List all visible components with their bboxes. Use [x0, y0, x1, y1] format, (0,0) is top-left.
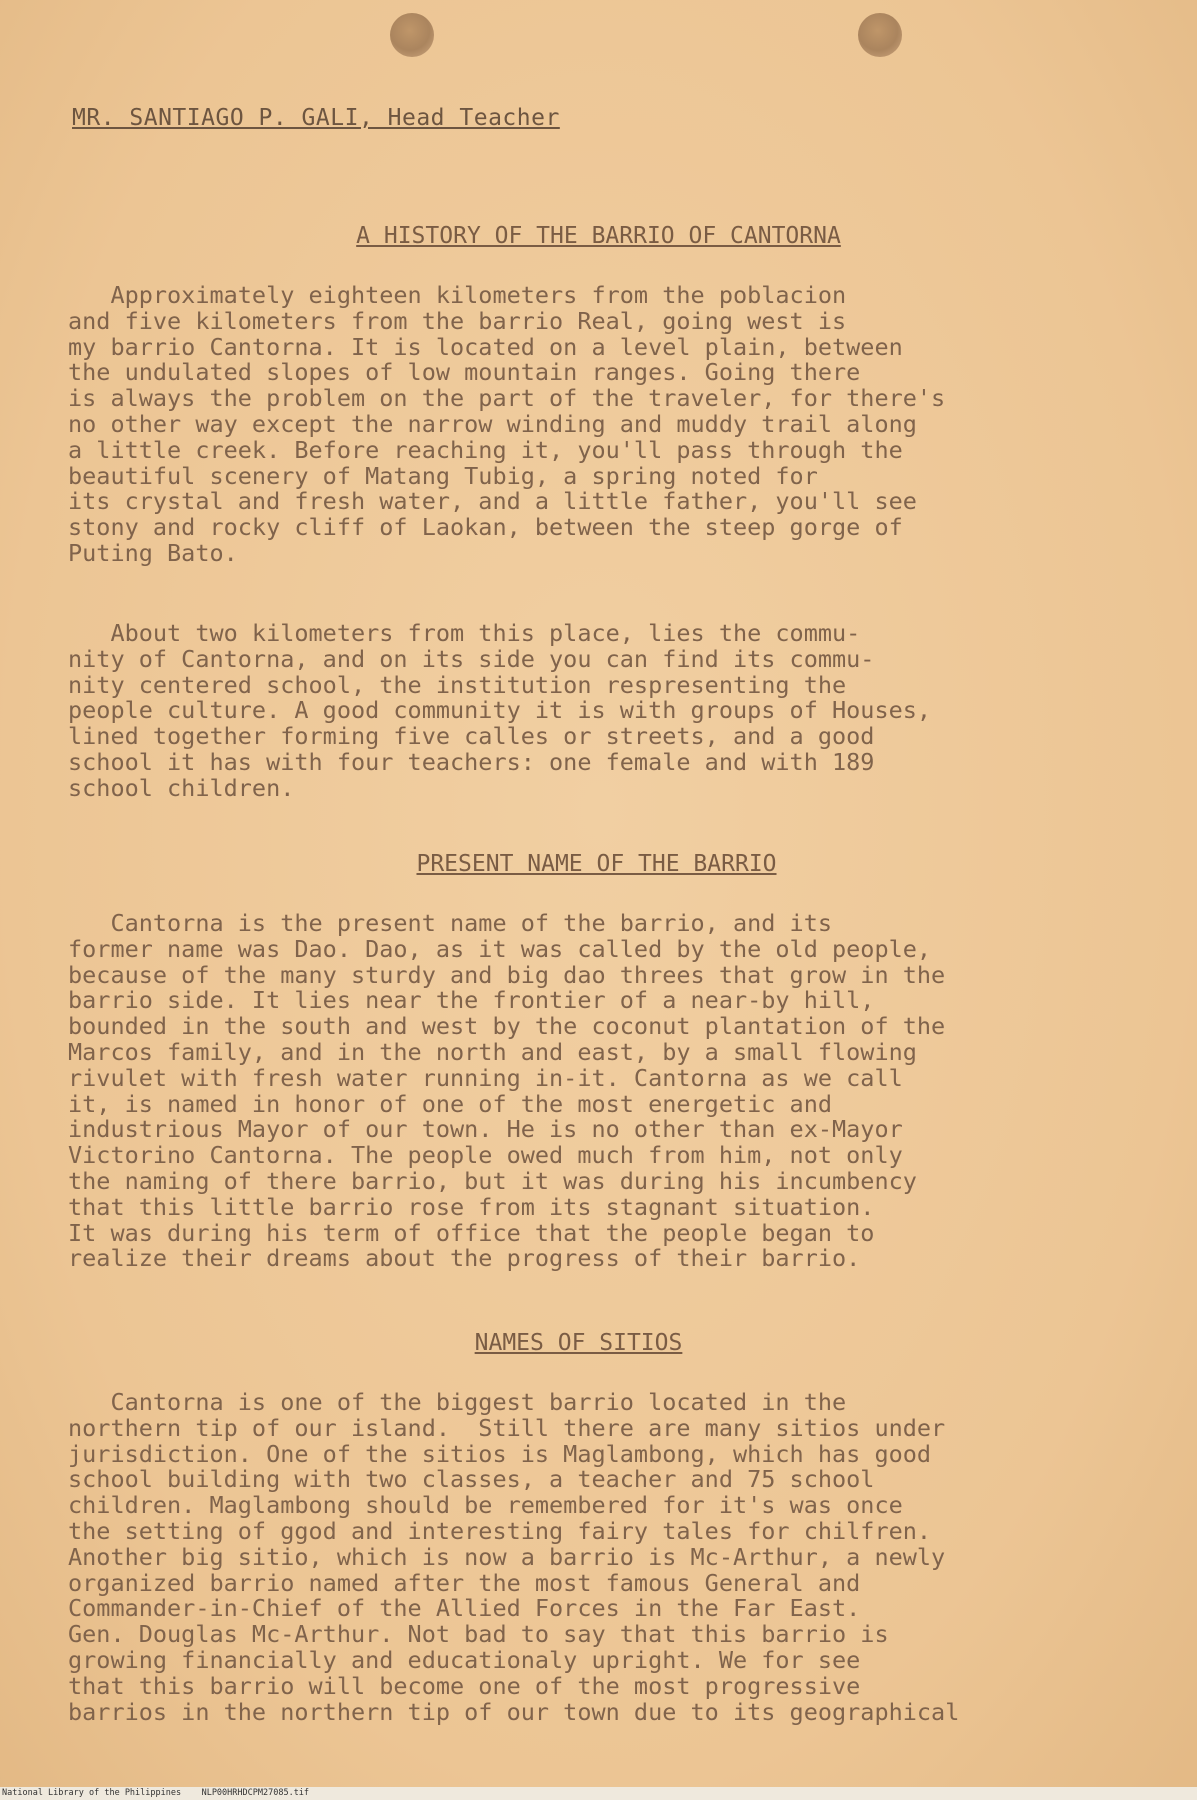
document-title: A HISTORY OF THE BARRIO OF CANTORNA: [356, 223, 841, 249]
paragraph-community: About two kilometers from this place, lies the commu- nity of Cantorna, and on its side you can find its commu- nity centered school, the institution respresenting the people culture. A good community it is with groups of Houses, lined together forming five calles or streets, and a good school it has with four teachers: one female and with 189 school children.: [68, 619, 932, 802]
section-heading-present-name: PRESENT NAME OF THE BARRIO: [416, 851, 777, 877]
archive-footer: National Library of the Philippines NLP00HRHDCPM27085.tif: [0, 1787, 1197, 1800]
paragraph-sitios: Cantorna is one of the biggest barrio located in the northern tip of our island. Still there are many sitios under jurisdiction. One of the sitios is Maglambong, which has good school building with two classes, a teacher and 75 school children. Maglambong should be remembered for it's was once the setting of ggod and interesting fairy tales for chilfren. Another big sitio, which is now a barrio is Mc-Arthur, a newly organized barrio named after the most famous General and Commander-in-Chief of the Allied Forces in the Far East. Gen. Douglas Mc-Arthur. Not bad to say that this barrio is growing financially and educationaly upright. We for see that this barrio will become one of the most progressive barrios in the northern tip of our town due to its geographical: [68, 1388, 960, 1726]
paragraph-location: Approximately eighteen kilometers from the poblacion and five kilometers from the barrio Real, going west is my barrio Cantorna. It is located on a level plain, between the undulated slopes of low mountain ranges. Going there is always the problem on the part of the traveler, for there's no other way except the narrow winding and muddy trail along a little creek. Before reaching it, you'll pass through the beautiful scenery of Matang Tubig, a spring noted for its crystal and fresh water, and a little father, you'll see stony and rocky cliff of Laokan, between the steep gorge of Puting Bato.: [68, 281, 946, 567]
section-heading-sitios: NAMES OF SITIOS: [474, 1330, 683, 1356]
punch-hole-left: [390, 13, 434, 57]
punch-hole-right: [858, 13, 902, 57]
paragraph-present-name: Cantorna is the present name of the barrio, and its former name was Dao. Dao, as it was called by the old people, because of the many sturdy and big dao threes that grow in the barrio side. It lies near the frontier of a near-by hill, bounded in the south and west by the coconut plantation of the Marcos family, and in the north and east, by a small flowing rivulet with fresh water running in-it. Cantorna as we call it, is named in honor of one of the most energetic and industrious Mayor of our town. He is no other than ex-Mayor Victorino Cantorna. The people owed much from him, not only the naming of there barrio, but it was during his incumbency that this little barrio rose from its stagnant situation. It was during his term of office that the people began to realize their dreams about the progress of their barrio.: [68, 909, 946, 1273]
author-header: MR. SANTIAGO P. GALI, Head Teacher: [72, 105, 560, 131]
